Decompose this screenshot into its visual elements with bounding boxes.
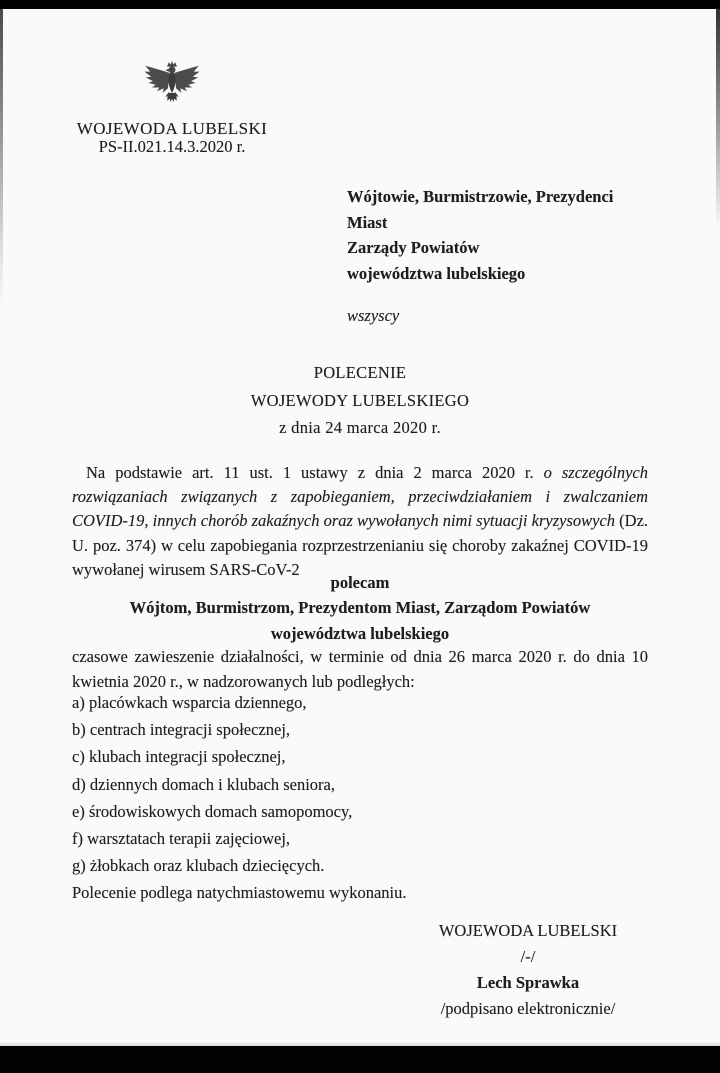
list-item: g) żłobkach oraz klubach dziecięcych.	[72, 856, 325, 876]
signature-electronic-note: /podpisano elektronicznie/	[440, 999, 616, 1018]
list-item: b) centrach integracji społecznej,	[72, 720, 291, 740]
document-title	[72, 359, 648, 442]
polish-eagle-emblem	[143, 58, 201, 116]
legal-basis-continuation: (Dz. U. poz. 374) w celu zapobiegania rozprzestrzenianiu się choroby zakaźnej COVID-19 wywołanej wirusem SARS-CoV-2	[72, 511, 649, 579]
execution-clause: Polecenie podlega natychmiastowemu wykonaniu.	[72, 883, 407, 903]
addressee-all-note: wszyscy	[347, 306, 400, 325]
order-verb: polecam	[330, 573, 390, 592]
reference-number: PS-II.021.14.3.2020 r.	[98, 137, 246, 156]
addressee-line: Wójtowie, Burmistrzowie, Prezydenci Miast	[347, 187, 614, 232]
order-addressees: Wójtom, Burmistrzom, Prezydentom Miast, Zarządom Powiatów	[129, 598, 591, 617]
list-item: a) placówkach wsparcia dziennego,	[72, 693, 307, 712]
signature-mark: /-/	[520, 947, 536, 966]
letterhead	[72, 58, 272, 156]
order-region: województwa lubelskiego	[270, 624, 450, 643]
list-item: f) warsztatach terapii zajęciowej,	[72, 829, 291, 849]
issuer-name: WOJEWODA LUBELSKI	[76, 119, 268, 138]
act-title-italic: o szczególnych rozwiązaniach związanych z zapobieganiem, przeciwdziałaniem i zwalczaniem COVID-19, innych chorób zakaźnych oraz wywołanych nimi sytuacji kryzysowych	[72, 463, 648, 531]
addressee-line: województwa lubelskiego	[347, 263, 526, 283]
addressee-line: Zarządy Powiatów	[347, 238, 480, 257]
list-item: e) środowiskowych domach samopomocy,	[72, 801, 353, 821]
list-item: c) klubach integracji społecznej,	[72, 747, 286, 767]
signature-block	[408, 918, 648, 1022]
list-item: d) dziennych domach i klubach seniora,	[72, 774, 335, 794]
page-left-edge-shadow	[0, 9, 3, 309]
photo-top-border	[0, 0, 720, 9]
title-doc-type: POLECENIE	[313, 363, 407, 382]
signature-name: Lech Sprawka	[476, 973, 580, 992]
facility-list	[72, 689, 648, 907]
order-scope-paragraph: czasowe zawieszenie działalności, w terminie od dnia 26 marca 2020 r. do dnia 10 kwietnia 2020 r., w nadzorowanych lub podległych:	[72, 647, 648, 691]
page-right-edge-shadow	[716, 9, 720, 229]
title-authority: WOJEWODY LUBELSKIEGO	[250, 390, 470, 410]
legal-basis-intro: Na podstawie art. 11 ust. 1 ustawy z dnia 2 marca 2020 r.	[86, 463, 544, 482]
photo-bottom-border	[0, 1046, 720, 1073]
legal-basis-paragraph	[72, 461, 648, 582]
addressee-block	[347, 184, 647, 286]
signature-title: WOJEWODA LUBELSKI	[438, 921, 618, 940]
title-date: z dnia 24 marca 2020 r.	[279, 418, 441, 437]
